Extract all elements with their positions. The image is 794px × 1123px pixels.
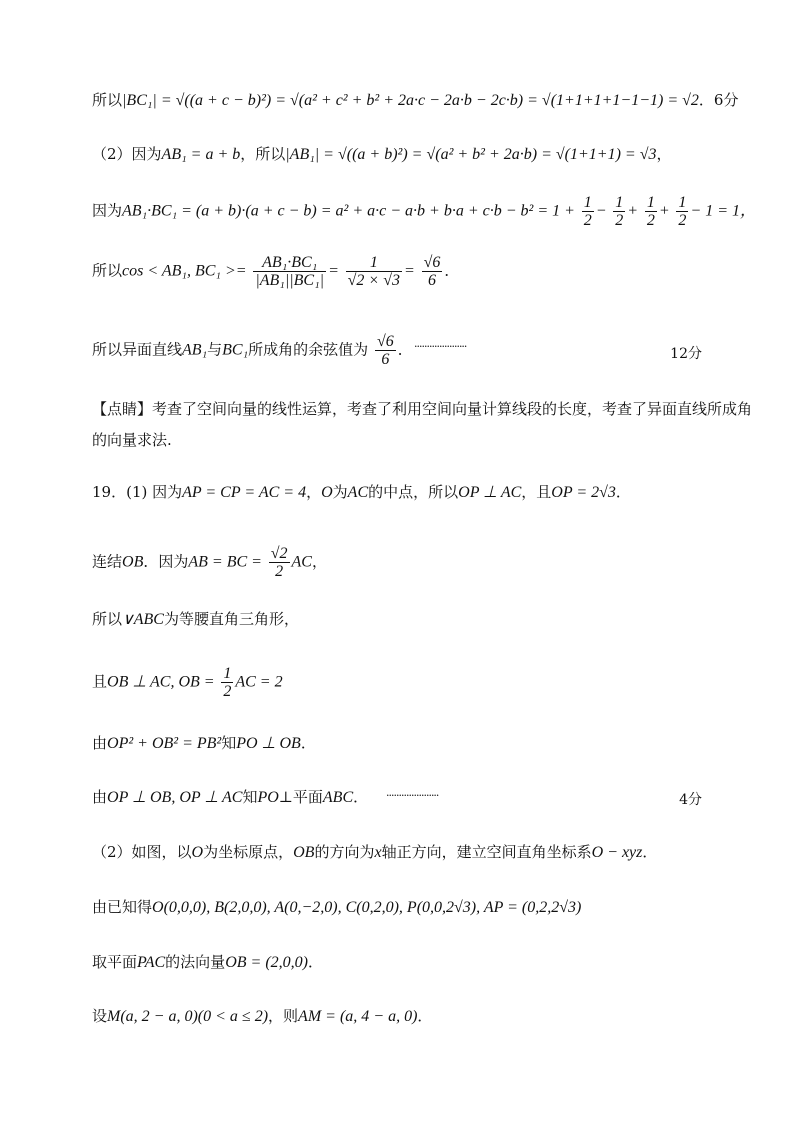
q19-point-m: 设M(a, 2 − a, 0)(0 < a ≤ 2)，则AM = (a, 4 − a, 0)． bbox=[92, 1007, 433, 1025]
q19-part1: 19．(1) 因为AP = CP = AC = 4，O为AC的中点，所以OP ⊥ AC，且OP = 2√3． bbox=[92, 483, 631, 501]
fraction: $\frac{1}{2}$ bbox=[646, 194, 655, 229]
fraction: $\frac{1}{2}$ bbox=[583, 194, 592, 229]
q19-ob-perp: 且OB ⊥ AC, OB = $\frac{1}{2}$ AC = 2 bbox=[92, 665, 283, 700]
q19-coordinates: 由已知得O(0,0,0), B(2,0,0), A(0,−2,0), C(0,2,0), P(0,0,2√3), AP = (0,2,2√3) bbox=[92, 898, 582, 916]
fraction: $\frac{1}{2}$ bbox=[223, 665, 232, 700]
dot-leader: ····················· bbox=[414, 340, 467, 353]
q19-pythagoras: 由OP² + OB² = PB²知PO ⊥ OB． bbox=[92, 734, 316, 752]
q19-po-perp-plane: 由OP ⊥ OB, OP ⊥ AC知PO⊥平面ABC． bbox=[92, 788, 369, 806]
q19-connect-ob: 连结OB．因为AB = BC = $\frac{√2}{2}$ AC， bbox=[92, 545, 327, 580]
dot-leader: ····················· bbox=[386, 789, 439, 802]
fraction: $\frac{1}{2}$ bbox=[678, 194, 687, 229]
fraction: $\frac{√6}{6}$ bbox=[376, 333, 394, 368]
conclusion-cosine: 所以异面直线AB₁与BC₁所成角的余弦值为 $\frac{√6}{6}$ ． bbox=[92, 333, 413, 368]
score-label: 4分 bbox=[679, 792, 702, 808]
q19-part2-setup: （2）如图，以O为坐标原点，OB的方向为x轴正方向，建立空间直角坐标系O − xyz． bbox=[92, 843, 658, 861]
q19-normal-vector: 取平面PAC的法向量OB = (2,0,0)． bbox=[92, 953, 323, 971]
eq-dot-product: 因为AB₁·BC₁ = (a + b)·(a + c − b) = a² + a·c − a·b + b·a + c·b − b² = 1 + $\frac{1}{2}$ − $\frac{1}{2}$ + $\frac{1}{2}$ + $\frac{1}{2}$ − 1 = 1， bbox=[92, 194, 757, 229]
fraction: $\frac{1}{2}$ bbox=[615, 194, 624, 229]
score-label: 12分 bbox=[670, 346, 702, 362]
q19-isosceles: 所以∨ABC为等腰直角三角形， bbox=[92, 610, 299, 628]
fraction: $\frac{1}{√2 \times √3}$ bbox=[347, 254, 400, 289]
eq-bc1-length: 所以|BC₁| = √((a + c − b)²) = √(a² + c² + b² + 2a·c − 2a·b − 2c·b) = √(1+1+1+1−1−1) = √2．6分 bbox=[92, 91, 739, 109]
eq-ab1-length: （2）因为AB₁ = a + b，所以|AB₁| = √((a + b)²) = √(a² + b² + 2a·b) = √(1+1+1) = √3， bbox=[92, 145, 672, 163]
eq-cosine: 所以cos < AB₁, BC₁ >= $\frac{\text{AB₁·BC₁}}{\text{|AB₁||BC₁|}}$ = $\frac{1}{√2 \times √3}$ = $\frac{√6}{6}$ ． bbox=[92, 254, 460, 289]
fraction: $\frac{\text{AB₁·BC₁}}{\text{|AB₁||BC₁|}}$ bbox=[255, 254, 325, 289]
fraction: $\frac{√6}{6}$ bbox=[423, 254, 441, 289]
comment-note-line1: 【点睛】考查了空间向量的线性运算，考查了利用空间向量计算线段的长度，考查了异面直线所成角 bbox=[92, 400, 753, 418]
fraction: $\frac{√2}{2}$ bbox=[270, 545, 288, 580]
comment-note-line2: 的向量求法. bbox=[92, 431, 172, 449]
